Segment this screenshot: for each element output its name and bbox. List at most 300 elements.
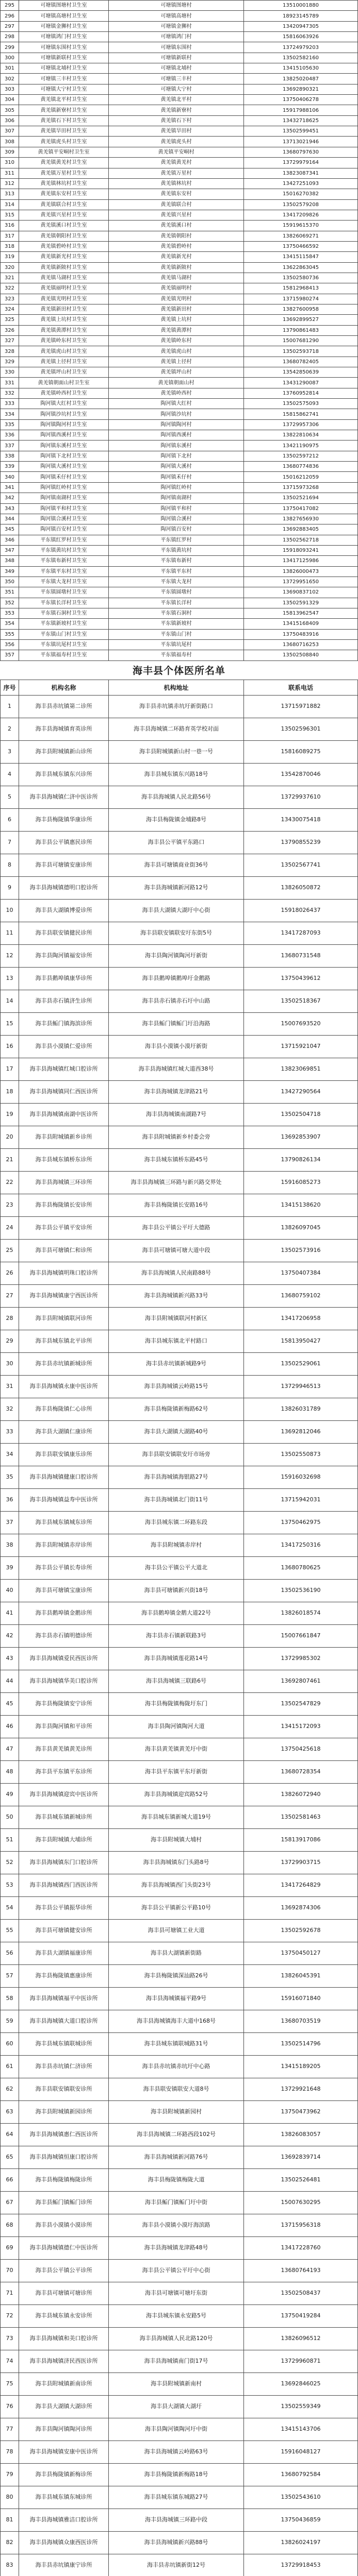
institution-address: 海丰县公平镇公平大道北 [109, 1557, 244, 1579]
contact-phone: 13427251093 [244, 179, 358, 189]
institution-address: 陶河镇百安村 [109, 524, 244, 534]
institution-address: 海丰县海城镇海银路27号 [109, 1466, 244, 1488]
institution-address: 平东镇长洋村 [109, 598, 244, 608]
row-number: 44 [1, 1670, 19, 1692]
table-row [1, 2328, 358, 2350]
contact-phone: 13692853907 [244, 1126, 358, 1148]
institution-address: 黄羌镇北平村 [109, 95, 244, 105]
header-contact-phone: 联系电话 [244, 680, 358, 695]
contact-phone: 13510001880 [244, 1, 358, 10]
row-number: 78 [1, 2441, 19, 2463]
institution-name: 黄羌镇新光村卫生室 [19, 252, 109, 262]
table-row [1, 524, 358, 535]
institution-address: 黄羌镇新陂村 [109, 263, 244, 273]
table-row [1, 1285, 358, 1308]
row-number: 355 [1, 630, 19, 639]
row-number: 62 [1, 2078, 19, 2100]
contact-phone: 13692883405 [244, 524, 358, 534]
table-row [1, 567, 358, 577]
institution-name: 海丰县海城镇永康中医诊所 [19, 1376, 109, 1398]
institution-name: 陶河镇大溪村卫生室 [19, 462, 109, 471]
institution-address: 黄羌镇马湖村 [109, 273, 244, 283]
table-row [1, 2464, 358, 2486]
institution-name: 海丰县梅陇镇惠康诊所 [19, 1965, 109, 1987]
row-number: 75 [1, 2373, 19, 2395]
institution-address: 黄羌镇新田村 [109, 304, 244, 314]
contact-phone: 13431290087 [244, 378, 358, 387]
institution-name: 陶河镇陶河村卫生室 [19, 420, 109, 430]
institution-address: 海丰县城东镇东兴路18号 [109, 764, 244, 786]
institution-address: 海丰县海城镇三环路中段 [109, 2509, 244, 2531]
institution-name: 海丰县海城镇三环诊所 [19, 1172, 109, 1194]
contact-phone: 15016212059 [244, 472, 358, 482]
contact-phone: 13692839714 [244, 2146, 358, 2168]
table-row [1, 1149, 358, 1172]
institution-name: 陶河镇红岭村卫生室 [19, 483, 109, 493]
table-row [1, 336, 358, 346]
contact-phone: 13825020487 [244, 74, 358, 83]
contact-phone: 13692874306 [244, 1897, 358, 1919]
institution-name: 海丰县海城镇华美口腔诊所 [19, 1670, 109, 1692]
table-row [1, 137, 358, 147]
table-row [1, 650, 358, 660]
row-number: 80 [1, 2486, 19, 2509]
institution-address: 平东镇坑尾村 [109, 640, 244, 650]
institution-address: 海丰县鲘门镇鲘门圩沿海路 [109, 1013, 244, 1035]
row-number: 308 [1, 137, 19, 146]
row-number: 27 [1, 1285, 19, 1307]
institution-address: 平东镇福寿村 [109, 650, 244, 660]
contact-phone: 13502567741 [244, 854, 358, 876]
header-institution-name: 机构名称 [19, 680, 109, 695]
row-number: 68 [1, 2214, 19, 2236]
contact-phone: 13502581463 [244, 1806, 358, 1828]
row-number: 71 [1, 2282, 19, 2304]
institution-address: 海丰县海城镇南门街17号 [109, 2350, 244, 2372]
row-number: 348 [1, 556, 19, 566]
table-row [1, 2214, 358, 2237]
institution-name: 海丰县小漠镇小漠诊所 [19, 2214, 109, 2236]
table-row [1, 786, 358, 809]
institution-address: 海丰县赤石镇新联路3号 [109, 1625, 244, 1647]
row-number: 341 [1, 483, 19, 493]
table-row [1, 462, 358, 472]
institution-address: 海丰县赤坑镇赤坑圩中心路 [109, 2056, 244, 2078]
contact-phone: 13729979164 [244, 158, 358, 167]
contact-phone: 15916032698 [244, 1466, 358, 1488]
contact-phone: 13826072940 [244, 1784, 358, 1806]
contact-phone: 13502559349 [244, 2396, 358, 2418]
table-row [1, 304, 358, 315]
table-row [1, 1376, 358, 1398]
contact-phone: 13415105630 [244, 63, 358, 73]
contact-phone: 13680731548 [244, 945, 358, 967]
institution-name: 海丰县海城镇康宁西医诊所 [19, 1285, 109, 1307]
institution-address: 海丰县城东镇北平村路口 [109, 1330, 244, 1352]
institution-name: 海丰县梅陇镇新梅诊所 [19, 2464, 109, 2486]
institution-name: 黄羌镇林坑村卫生室 [19, 179, 109, 189]
contact-phone: 13790826134 [244, 1149, 358, 1171]
institution-name: 黄羌镇朝阳村卫生室 [19, 231, 109, 241]
institution-address: 黄羌镇石下村 [109, 116, 244, 126]
row-number: 298 [1, 32, 19, 42]
row-number: 343 [1, 504, 19, 514]
institution-address: 海丰县海城镇三环路与新兴路交界处 [109, 1172, 244, 1194]
table-row [1, 1625, 358, 1648]
table-row [1, 1194, 358, 1217]
institution-address: 海丰县可塘镇工业大道 [109, 1920, 244, 1942]
row-number: 335 [1, 420, 19, 430]
table-row [1, 598, 358, 608]
contact-phone: 13729960871 [244, 2350, 358, 2372]
row-number: 322 [1, 283, 19, 293]
institution-address: 陶河镇禾仔村 [109, 472, 244, 482]
row-number: 324 [1, 304, 19, 314]
row-number: 325 [1, 315, 19, 325]
contact-phone: 13827600958 [244, 304, 358, 314]
institution-name: 黄羌镇平安峒村卫生室 [19, 147, 109, 157]
row-number: 307 [1, 126, 19, 136]
row-number: 51 [1, 1829, 19, 1851]
contact-phone: 13692890321 [244, 84, 358, 94]
row-number: 337 [1, 440, 19, 450]
individual-clinic-table [0, 680, 358, 2576]
table-row [1, 1240, 358, 1262]
row-number: 331 [1, 378, 19, 387]
contact-phone: 13729946513 [244, 1376, 358, 1398]
institution-name: 黄羌镇黄羌村卫生室 [19, 158, 109, 167]
table-row [1, 2441, 358, 2464]
institution-address: 海丰县黄羌镇黄羌圩中街 [109, 1738, 244, 1760]
contact-phone: 13502591329 [244, 598, 358, 608]
institution-name: 海丰县附城镇新南诊所 [19, 2373, 109, 2395]
institution-address: 海丰县海城镇新河路76号 [109, 2146, 244, 2168]
institution-name: 可塘镇东围村卫生室 [19, 42, 109, 52]
contact-phone: 13542850639 [244, 367, 358, 377]
contact-phone: 13826069271 [244, 231, 358, 241]
institution-address: 海丰县大湖镇大湖路40号 [109, 1421, 244, 1443]
row-number: 65 [1, 2146, 19, 2168]
contact-phone: 13415143706 [244, 2418, 358, 2441]
table-row [1, 2078, 358, 2101]
institution-name: 海丰县海城镇东门口腔诊所 [19, 1852, 109, 1874]
table-row [1, 1920, 358, 1942]
contact-phone: 13415189205 [244, 2056, 358, 2078]
institution-name: 海丰县可塘镇可塘诊所 [19, 2282, 109, 2304]
institution-name: 海丰县海城镇同仁西医诊所 [19, 1081, 109, 1103]
row-number: 328 [1, 346, 19, 356]
institution-name: 海丰县附城镇新乡诊所 [19, 1126, 109, 1148]
table-row [1, 718, 358, 741]
row-number: 353 [1, 608, 19, 618]
contact-phone: 13750450127 [244, 1942, 358, 1964]
table-row [1, 2554, 358, 2576]
institution-address: 海丰县联安镇联安圩东街5号 [109, 922, 244, 944]
institution-name: 海丰县可塘镇健安诊所 [19, 1920, 109, 1942]
institution-name: 海丰县梅陇镇仁心诊所 [19, 1398, 109, 1420]
row-number: 304 [1, 95, 19, 105]
row-number: 41 [1, 1602, 19, 1624]
institution-address: 海丰县公平镇公平圩中心街 [109, 2260, 244, 2282]
institution-address: 陶河镇下北村 [109, 451, 244, 461]
table-row [1, 2124, 358, 2146]
table-row [1, 326, 358, 336]
institution-address: 海丰县海城镇新兴路33号 [109, 1285, 244, 1307]
contact-phone: 13750436859 [244, 2509, 358, 2531]
institution-address: 黄羌镇碧岭村 [109, 242, 244, 251]
table-row [1, 2350, 358, 2373]
contact-phone: 15916048127 [244, 2441, 358, 2463]
row-number: 52 [1, 1852, 19, 1874]
institution-address: 海丰县可塘镇商业街36号 [109, 854, 244, 876]
institution-address: 海丰县大湖镇新街路 [109, 1942, 244, 1964]
row-number: 48 [1, 1761, 19, 1783]
table-row [1, 1330, 358, 1353]
institution-address: 海丰县附城镇大埔村 [109, 1829, 244, 1851]
contact-phone: 13729957306 [244, 420, 358, 430]
institution-name: 海丰县梅陇镇安宁诊所 [19, 1693, 109, 1715]
table-row [1, 74, 358, 84]
table-row [1, 1013, 358, 1036]
contact-phone: 13502597212 [244, 451, 358, 461]
institution-name: 海丰县赤石镇济生诊所 [19, 990, 109, 1012]
institution-address: 海丰县小漠镇小漠圩海滨路 [109, 2214, 244, 2236]
table-row [1, 430, 358, 440]
institution-name: 黄羌镇石下村卫生室 [19, 116, 109, 126]
institution-name: 海丰县大湖镇大湖诊所 [19, 2396, 109, 2418]
institution-name: 黄羌镇万星村卫生室 [19, 168, 109, 178]
institution-name: 海丰县公平镇平安诊所 [19, 1217, 109, 1239]
contact-phone: 13826045391 [244, 1965, 358, 1987]
table-row [1, 32, 358, 42]
contact-phone: 13790861483 [244, 326, 358, 335]
institution-address: 海丰县城东镇永安路5号 [109, 2305, 244, 2327]
institution-name: 可塘镇金狮村卫生室 [19, 22, 109, 31]
table-row [1, 1398, 358, 1421]
row-number: 47 [1, 1738, 19, 1760]
contact-phone: 13750462975 [244, 1512, 358, 1534]
table-row [1, 420, 358, 430]
institution-name: 海丰县梅陇镇华康诊所 [19, 809, 109, 831]
row-number: 60 [1, 2033, 19, 2055]
institution-address: 黄羌镇兴星村 [109, 210, 244, 220]
contact-phone: 13502543610 [244, 2486, 358, 2509]
institution-address: 海丰县海城镇人民南路88号 [109, 1262, 244, 1284]
row-number: 82 [1, 2532, 19, 2554]
institution-address: 可塘镇大宁村 [109, 84, 244, 94]
institution-address: 海丰县海城镇北门街11号 [109, 1489, 244, 1511]
contact-phone: 13502580736 [244, 273, 358, 283]
row-number: 301 [1, 63, 19, 73]
table-row [1, 168, 358, 179]
institution-address: 海丰县海城镇云岭路15号 [109, 1376, 244, 1398]
institution-address: 黄羌镇林坑村 [109, 179, 244, 189]
institution-name: 黄羌镇岭西村卫生室 [19, 388, 109, 398]
row-number: 50 [1, 1806, 19, 1828]
row-number: 70 [1, 2260, 19, 2282]
institution-address: 海丰县可塘镇可塘大道中段 [109, 1240, 244, 1262]
table-row [1, 1965, 358, 1988]
institution-address: 海丰县可塘镇可塘圩东街 [109, 2282, 244, 2304]
row-number: 66 [1, 2169, 19, 2191]
contact-phone: 13680728354 [244, 1761, 358, 1783]
table-row [1, 200, 358, 210]
contact-phone: 13715956318 [244, 2214, 358, 2236]
row-number: 340 [1, 472, 19, 482]
row-number: 302 [1, 74, 19, 83]
table-row [1, 2305, 358, 2328]
row-number: 303 [1, 84, 19, 94]
row-number: 300 [1, 53, 19, 63]
table-row [1, 1466, 358, 1489]
institution-name: 海丰县鲘门镇海滨诊所 [19, 1013, 109, 1035]
contact-phone: 13502582160 [244, 53, 358, 63]
table-row [1, 1738, 358, 1761]
row-number: 59 [1, 2010, 19, 2032]
institution-address: 海丰县海城镇东门头路8号 [109, 1852, 244, 1874]
table-row [1, 832, 358, 854]
table-row [1, 399, 358, 409]
row-number: 81 [1, 2509, 19, 2531]
contact-phone: 15813962547 [244, 608, 358, 618]
institution-name: 黄羌镇东安村卫生室 [19, 189, 109, 199]
table-row [1, 1, 358, 11]
contact-phone: 13750425618 [244, 1738, 358, 1760]
table-row [1, 1058, 358, 1081]
table-row [1, 922, 358, 945]
institution-address: 黄羌镇平安峒村 [109, 147, 244, 157]
contact-phone: 13826083057 [244, 2124, 358, 2146]
institution-address: 可塘镇图塘村 [109, 1, 244, 10]
institution-name: 可塘镇北埔村卫生室 [19, 63, 109, 73]
institution-name: 海丰县可塘镇仁和诊所 [19, 1240, 109, 1262]
institution-address: 黄羌镇朝阳村 [109, 231, 244, 241]
village-clinic-table [0, 0, 358, 661]
institution-name: 海丰县城东镇北平诊所 [19, 1330, 109, 1352]
row-number: 36 [1, 1489, 19, 1511]
institution-name: 黄羌镇坪山村卫生室 [19, 367, 109, 377]
contact-phone: 15813950427 [244, 1330, 358, 1352]
institution-name: 陶河镇大红村卫生室 [19, 399, 109, 409]
institution-name: 黄羌镇上坑村卫生室 [19, 315, 109, 325]
contact-phone: 13502504718 [244, 1104, 358, 1126]
institution-address: 平东镇石洞村 [109, 608, 244, 618]
table-row [1, 587, 358, 598]
institution-address: 海丰县大湖镇大湖圩 [109, 2396, 244, 2418]
table-row [1, 378, 358, 388]
table-row [1, 63, 358, 74]
table-row [1, 11, 358, 21]
institution-address: 陶河镇西溪村 [109, 430, 244, 440]
row-number: 334 [1, 409, 19, 419]
row-number: 351 [1, 587, 19, 597]
row-number: 311 [1, 168, 19, 178]
table-row [1, 1829, 358, 1852]
institution-address: 海丰县城东镇东城路27号 [109, 2486, 244, 2509]
institution-name: 海丰县海城镇德明口腔诊所 [19, 877, 109, 899]
institution-address: 海丰县附城镇新山村一巷一号 [109, 741, 244, 763]
contact-phone: 13622863045 [244, 263, 358, 273]
table-row [1, 608, 358, 619]
institution-address: 海丰县海城镇莲花路14号 [109, 1648, 244, 1670]
row-number: 3 [1, 741, 19, 763]
row-number: 64 [1, 2124, 19, 2146]
table-row [1, 854, 358, 877]
row-number: 56 [1, 1942, 19, 1964]
institution-name: 海丰县城东镇东兴诊所 [19, 764, 109, 786]
institution-address: 陶河镇大溪村 [109, 462, 244, 471]
table-row [1, 514, 358, 524]
table-row [1, 1534, 358, 1557]
row-number: 21 [1, 1149, 19, 1171]
institution-name: 陶河镇合溪村卫生室 [19, 514, 109, 524]
institution-name: 陶河镇东溪村卫生室 [19, 440, 109, 450]
institution-address: 黄羌镇万星村 [109, 168, 244, 178]
table-row [1, 472, 358, 482]
institution-name: 海丰县鲘门镇鲘门诊所 [19, 2192, 109, 2214]
contact-phone: 15007681290 [244, 336, 358, 346]
institution-name: 平东镇大龙村卫生室 [19, 577, 109, 587]
institution-name: 海丰县城东镇永安诊所 [19, 2305, 109, 2327]
row-number: 296 [1, 11, 19, 21]
institution-name: 海丰县附城镇大埔诊所 [19, 1829, 109, 1851]
institution-name: 陶河镇下北村卫生室 [19, 451, 109, 461]
institution-name: 海丰县大湖镇仁康诊所 [19, 1421, 109, 1443]
row-number: 16 [1, 1036, 19, 1058]
institution-name: 海丰县海城镇西门西医诊所 [19, 1874, 109, 1896]
row-number: 33 [1, 1421, 19, 1443]
contact-phone: 15815862741 [244, 409, 358, 419]
contact-phone: 13827656930 [244, 514, 358, 524]
institution-address: 黄羌镇上径村 [109, 357, 244, 367]
row-number: 338 [1, 451, 19, 461]
institution-name: 海丰县海城镇惠仁西医诊所 [19, 2124, 109, 2146]
table-row [1, 2260, 358, 2282]
institution-name: 海丰县大湖镇博爱诊所 [19, 900, 109, 922]
table-row [1, 1806, 358, 1829]
institution-address: 平东镇新坡村 [109, 619, 244, 629]
contact-phone: 13715921047 [244, 1036, 358, 1058]
table-row [1, 346, 358, 357]
institution-address: 海丰县可塘镇新兴街18号 [109, 1580, 244, 1602]
table-row [1, 84, 358, 95]
contact-phone: 13502526481 [244, 2169, 358, 2191]
institution-name: 海丰县海城镇众康西医诊所 [19, 2532, 109, 2554]
institution-address: 黄羌镇虎山村 [109, 346, 244, 356]
row-number: 315 [1, 210, 19, 220]
institution-address: 可塘镇鸿门村 [109, 32, 244, 42]
table-row [1, 2373, 358, 2396]
contact-phone: 13715942031 [244, 1489, 358, 1511]
institution-name: 海丰县海城镇红城口腔诊所 [19, 1058, 109, 1080]
institution-address: 海丰县陶河镇陶河圩中街 [109, 2418, 244, 2441]
contact-phone: 13692807461 [244, 1670, 358, 1692]
institution-name: 黄羌镇丽明村卫生室 [19, 283, 109, 293]
institution-name: 可塘镇图塘村卫生室 [19, 1, 109, 10]
institution-name: 可塘镇大宁村卫生室 [19, 84, 109, 94]
institution-address: 可塘镇东围村 [109, 42, 244, 52]
row-number: 356 [1, 640, 19, 650]
table-row [1, 493, 358, 503]
contact-phone: 13502547829 [244, 1693, 358, 1715]
institution-address: 海丰县鹅埠镇金鹅大道22号 [109, 1602, 244, 1624]
row-number: 347 [1, 546, 19, 555]
institution-address: 海丰县梅陇镇深汕路26号 [109, 1965, 244, 1987]
institution-address: 海丰县海城镇南湖路7号 [109, 1104, 244, 1126]
table-row [1, 1421, 358, 1444]
institution-address: 海丰县公平镇平东路口 [109, 832, 244, 854]
contact-phone: 13502514796 [244, 2033, 358, 2055]
